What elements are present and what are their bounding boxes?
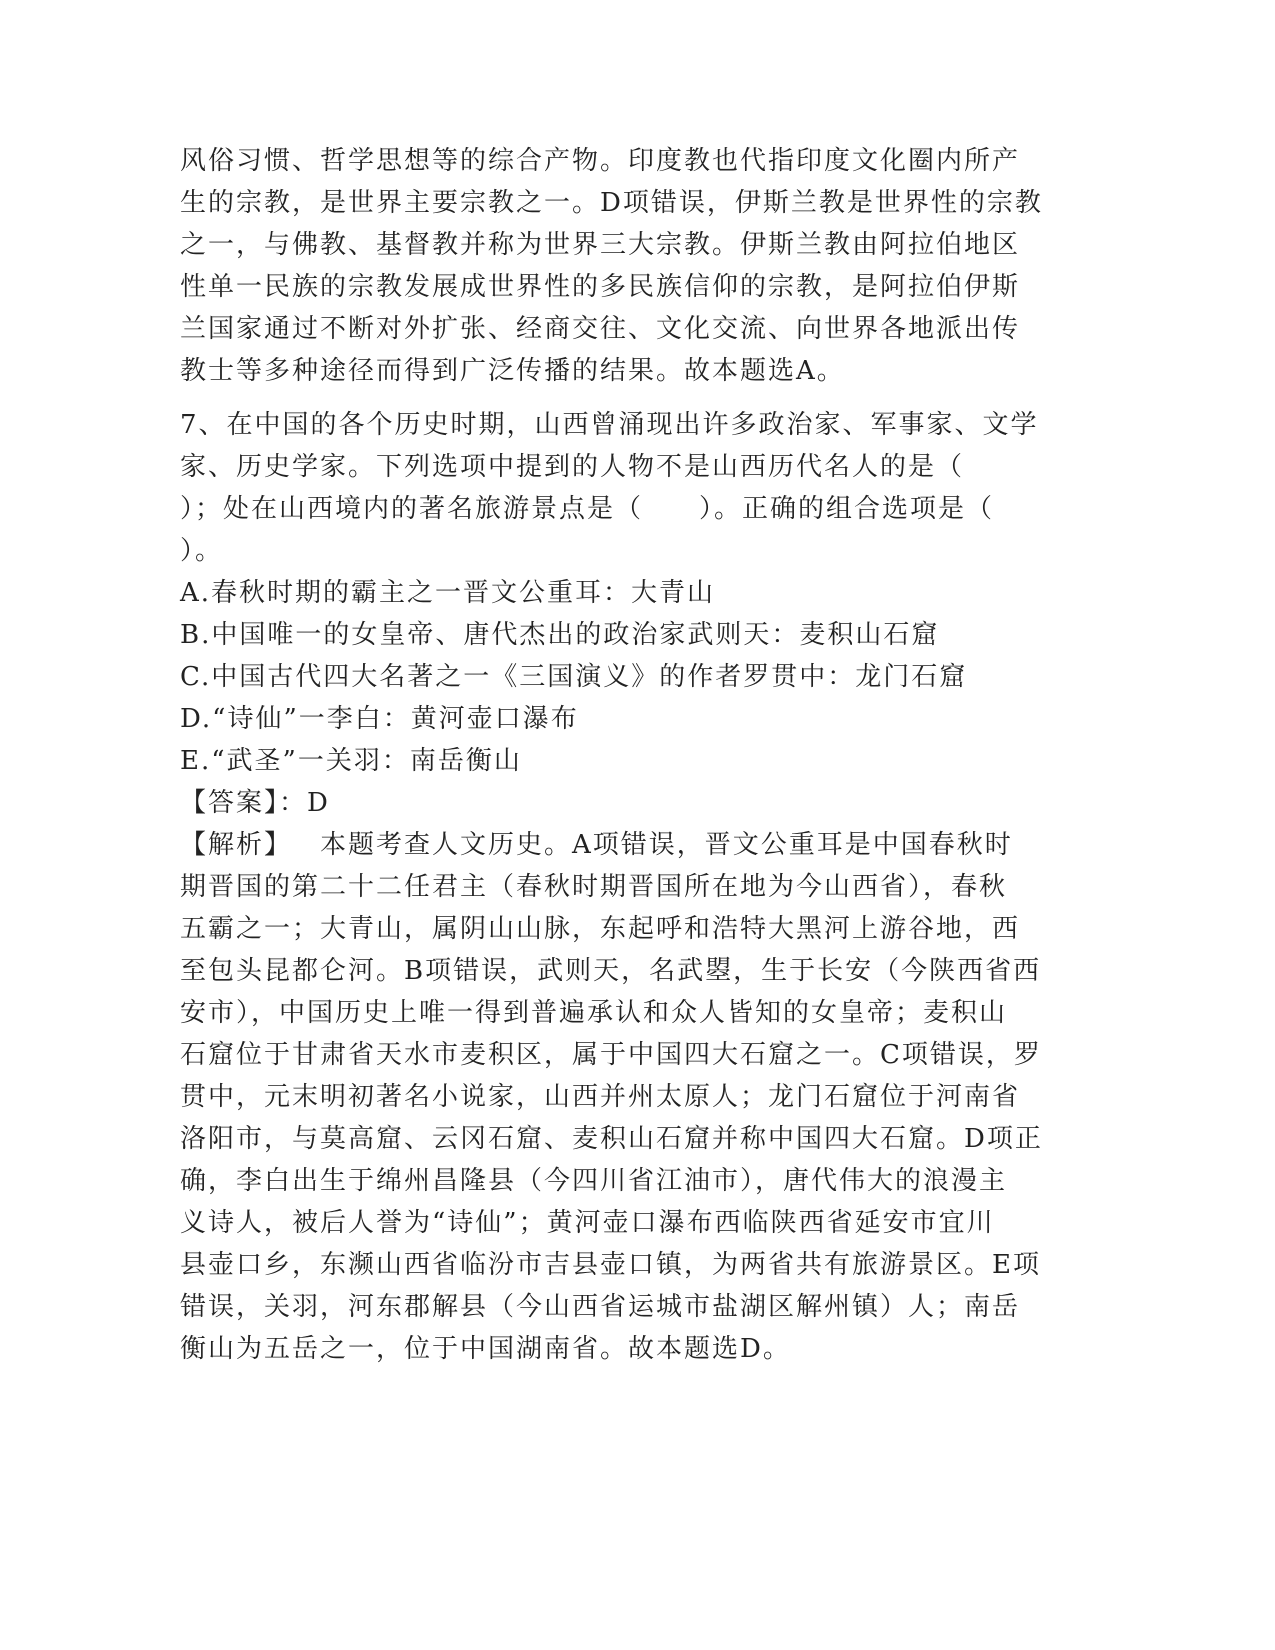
option-list [180,572,1040,782]
analysis-label: 【解析】 [180,830,293,860]
analysis-line: 五霸之一；大青山，属阴山山脉，东起呼和浩特大黑河上游谷地，西 [180,914,1021,944]
option-c: C.中国古代四大名著之一《三国演义》的作者罗贯中：龙门石窟 [180,662,968,692]
analysis-line: 至包头昆都仑河。B项错误，武则天，名武曌，生于长安（今陕西省西 [180,956,1042,986]
text-line: 之一，与佛教、基督教并称为世界三大宗教。伊斯兰教由阿拉伯地区 [180,230,1021,260]
analysis-line: 石窟位于甘肃省天水市麦积区，属于中国四大石窟之一。C项错误，罗 [180,1040,1042,1070]
analysis [180,824,1043,1370]
option-d: D.“诗仙”一李白：黄河壶口瀑布 [180,704,579,734]
analysis-line: 义诗人，被后人誉为“诗仙”；黄河壶口瀑布西临陕西省延安市宜川 [180,1208,995,1238]
question-stem [180,404,1040,572]
analysis-line: 贯中，元末明初著名小说家，山西并州太原人；龙门石窟位于河南省 [180,1082,1021,1112]
analysis-line: 错误，关羽，河东郡解县（今山西省运城市盐湖区解州镇）人；南岳 [180,1292,1021,1322]
analysis-first-line [180,824,1040,866]
paragraph-gap [180,392,1040,404]
analysis-line: 安市），中国历史上唯一得到普遍承认和众人皆知的女皇帝；麦积山 [180,998,1008,1028]
analysis-line: 衡山为五岳之一，位于中国湖南省。故本题选D。 [180,1334,791,1364]
analysis-line: 确，李白出生于绵州昌隆县（今四川省江油市），唐代伟大的浪漫主 [180,1166,1008,1196]
stem-line: 家、历史学家。下列选项中提到的人物不是山西历代名人的是（ [180,452,965,482]
answer-line [180,782,1040,824]
text-line: 兰国家通过不断对外扩张、经商交往、文化交流、向世界各地派出传 [180,314,1021,344]
stem-line: ）。 [180,536,224,566]
answer-label: 【答案】： [180,788,308,818]
previous-explanation [180,140,1043,392]
text-line: 教士等多种途径而得到广泛传播的结果。故本题选A。 [180,356,845,386]
analysis-line: 县壶口乡，东濒山西省临汾市吉县壶口镇，为两省共有旅游景区。E项 [180,1250,1041,1280]
option-e: E.“武圣”一关羽：南岳衡山 [180,746,522,776]
document-page [180,140,1043,1370]
analysis-line: 期晋国的第二十二任君主（春秋时期晋国所在地为今山西省），春秋 [180,872,1008,902]
option-b: B.中国唯一的女皇帝、唐代杰出的政治家武则天：麦积山石窟 [180,620,940,650]
question-7 [180,404,1043,1370]
option-a: A.春秋时期的霸主之一晋文公重耳：大青山 [180,578,716,608]
text-line: 性单一民族的宗教发展成世界性的多民族信仰的宗教，是阿拉伯伊斯 [180,272,1021,302]
stem-line: ）；处在山西境内的著名旅游景点是（ ）。正确的组合选项是（ [180,494,995,524]
analysis-line: 洛阳市，与莫高窟、云冈石窟、麦积山石窟并称中国四大石窟。D项正 [180,1124,1043,1154]
analysis-text: 本题考查人文历史。A项错误，晋文公重耳是中国春秋时 [320,830,1013,860]
text-line: 风俗习惯、哲学思想等的综合产物。印度教也代指印度文化圈内所产 [180,146,1021,176]
stem-line: 7、在中国的各个历史时期，山西曾涌现出许多政治家、军事家、文学 [180,410,1039,440]
answer-value: D [307,788,330,818]
text-line: 生的宗教，是世界主要宗教之一。D项错误，伊斯兰教是世界性的宗教 [180,188,1043,218]
